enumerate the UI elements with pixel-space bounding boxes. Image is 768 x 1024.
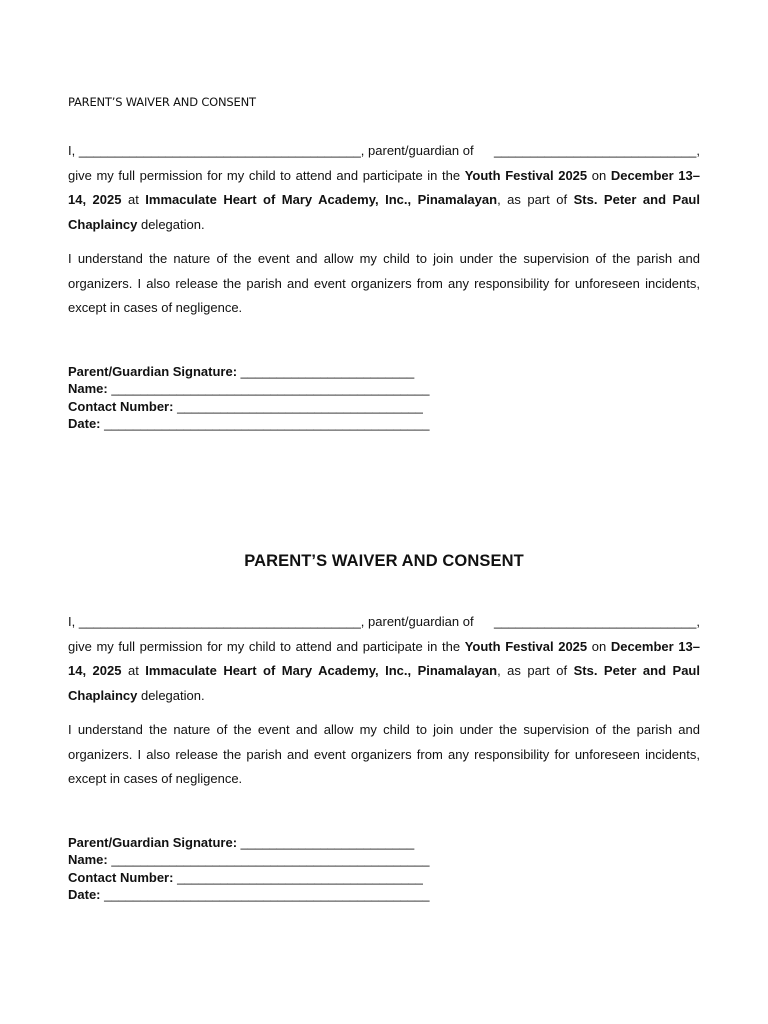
- signature-label: Parent/Guardian Signature:: [68, 363, 238, 379]
- date-label: Date:: [68, 416, 101, 431]
- event-name: Youth Festival 2025: [464, 638, 588, 654]
- date-blank: _____________________________________________: [100, 887, 430, 902]
- permission-paragraph: [68, 139, 700, 237]
- contact-blank: __________________________________: [173, 869, 423, 885]
- signature-blank: ________________________: [237, 834, 415, 850]
- permission-text: give my full permission for my child to attend and participate in the: [68, 167, 465, 183]
- child-name-blank-text: ____________________________,: [493, 143, 700, 158]
- contact-blank: __________________________________: [173, 398, 423, 414]
- form-title: PARENT’S WAIVER AND CONSENT: [68, 95, 256, 109]
- date-label: Date:: [68, 887, 101, 902]
- name-blank: ____________________________________________: [107, 852, 430, 867]
- signature-row: [68, 363, 700, 381]
- parent-name-blank-text: I, _______________________________________, parent/guardian of: [68, 614, 474, 629]
- date-row: [68, 415, 700, 433]
- permission-text: delegation.: [137, 216, 205, 232]
- signature-label: Parent/Guardian Signature:: [68, 834, 238, 850]
- event-date: December 13–14, 2025: [68, 638, 700, 678]
- permission-text: give my full permission for my child to attend and participate in the: [68, 638, 465, 654]
- event-venue: Immaculate Heart of Mary Academy, Inc., Pinamalayan: [145, 192, 498, 207]
- permission-text: at: [121, 663, 146, 678]
- contact-label: Contact Number:: [68, 869, 174, 885]
- date-blank: _____________________________________________: [100, 416, 430, 431]
- contact-row: [68, 869, 700, 887]
- contact-row: [68, 398, 700, 416]
- event-date: December 13–14, 2025: [68, 167, 700, 207]
- contact-label: Contact Number:: [68, 398, 174, 414]
- name-row: [68, 851, 700, 869]
- name-label: Name:: [68, 852, 108, 867]
- permission-text: on: [587, 167, 611, 183]
- parent-child-line: [68, 610, 700, 635]
- permission-paragraph: [68, 610, 700, 708]
- waiver-form-2: [68, 550, 700, 904]
- event-name: Youth Festival 2025: [464, 167, 588, 183]
- event-venue: Immaculate Heart of Mary Academy, Inc., Pinamalayan: [145, 663, 498, 678]
- date-row: [68, 886, 700, 904]
- permission-text: on: [587, 638, 611, 654]
- permission-text: , as part of: [497, 192, 574, 207]
- signature-blank: ________________________: [237, 363, 415, 379]
- delegation-name: Sts. Peter and Paul Chaplaincy: [68, 663, 700, 703]
- form-title: PARENT’S WAIVER AND CONSENT: [244, 552, 524, 570]
- delegation-name: Sts. Peter and Paul Chaplaincy: [68, 192, 700, 232]
- name-label: Name:: [68, 381, 108, 396]
- permission-text: , as part of: [497, 663, 574, 678]
- name-blank: ____________________________________________: [107, 381, 430, 396]
- permission-text: delegation.: [137, 687, 205, 703]
- release-paragraph: I understand the nature of the event and allow my child to join under the supervision of the parish and organizers. I also release the parish and event organizers from any responsibility for unforeseen incidents, except in cases of negligence.: [68, 722, 700, 786]
- release-paragraph: I understand the nature of the event and allow my child to join under the supervision of the parish and organizers. I also release the parish and event organizers from any responsibility for unforeseen incidents, except in cases of negligence.: [68, 251, 700, 315]
- parent-name-blank-text: I, _______________________________________, parent/guardian of: [68, 143, 474, 158]
- name-row: [68, 380, 700, 398]
- signature-block: [68, 834, 700, 904]
- parent-child-line: [68, 139, 700, 164]
- child-name-blank-text: ____________________________,: [493, 614, 700, 629]
- waiver-form-1: [68, 94, 700, 433]
- signature-block: [68, 363, 700, 433]
- signature-row: [68, 834, 700, 852]
- permission-text: at: [121, 192, 146, 207]
